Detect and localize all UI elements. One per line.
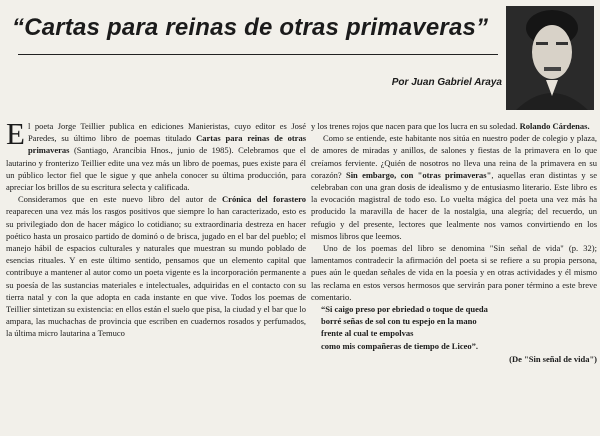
paragraph bbox=[311, 132, 597, 242]
poem-line: frente al cual te empolvas bbox=[321, 328, 414, 339]
paragraph-text: , aquellas eran distintas y se celebraban con una gran dosis de idealismo y de entusiasmo literario. Este libro es la evocación magistral de todo eso. Lo vuelta mágica del poeta una vez más ha producido la maravilla de hacer de la nostalgia, una alegría; del recuerdo, un refugio y del presente, lectores que lealmente nos vamos convirtiendo en los mismos libros que leemos. bbox=[311, 169, 597, 241]
paragraph-text: reaparecen una vez más los rasgos positivos que siempre lo han caracterizado, esto es su privilegiado don de hacer mágico lo cotidiano; su extraordinaria destreza en hacer poético hasta un prosaico partido de dominó o de brisca, jugado en el bar del pueblo; el manejo hábil de espacios culturales y naturales que muestran su mundo poblado de esencias rituales. Y en este último sentido, pensamos que un elemento capital que contribuye a mantener al autor como un poeta vigente es la incorporación permanente a su poesía de las sustancias materiales e intelectuales, adquiridas en el contacto con su tierra natal y con la que adopta en cada instante en que vive. Todos los poemas de Teillier sintetizan su existencia: en ellos están el suelo que pisa, la ciudad y el bar que lo ampara, las muchachas de provincia que escriben en cuadernos rosados y perfumados, la última micro lautarina a Temuco bbox=[6, 206, 306, 339]
paragraph-text: y los trenes rojos que nacen para que los lucra en su soledad. bbox=[311, 121, 520, 131]
paragraph-text: Sin embargo, con "otras primaveras" bbox=[345, 169, 492, 180]
person-name: Rolando Cárdenas. bbox=[519, 121, 590, 131]
article-column-left bbox=[6, 120, 306, 432]
poem-line: como mis compañeras de tiempo de Liceo”. bbox=[321, 340, 478, 351]
paragraph bbox=[311, 120, 597, 132]
poem-line: “Si caigo preso por ebriedad o toque de queda bbox=[321, 304, 488, 315]
book-title: Crónica del forastero bbox=[222, 194, 306, 205]
paragraph bbox=[6, 193, 306, 339]
paragraph-text: Consideramos que en este nuevo libro del autor de bbox=[18, 194, 223, 205]
author-portrait bbox=[506, 6, 594, 110]
paragraph-text: l poeta Jorge Teillier publica en ediciones Manieristas, cuyo editor es José Paredes, su último libro de poemas titulado bbox=[27, 121, 306, 144]
drop-cap: E bbox=[6, 120, 25, 151]
portrait-image bbox=[506, 6, 594, 110]
headline-rule bbox=[18, 54, 498, 55]
book-title: Cartas para reinas de otras primaveras bbox=[27, 133, 306, 156]
paragraph-text: (Santiago, Arancibia Hnos., junio de 1985). Celebramos que el lautarino y fronterizo Teillier edite una vez más un libro de poemas, pues existe para él un público lector fiel que le sigue y que anhela conocer su última producción, para apreciar los brillos de su escritura selecta y calificada. bbox=[6, 145, 306, 193]
article-column-right bbox=[311, 120, 597, 432]
article-byline: Por Juan Gabriel Araya bbox=[391, 77, 502, 88]
paragraph: Uno de los poemas del libro se denomina "Sin señal de vida" (p. 32); lamentamos contradecir la afirmación del poeta si se refiere a su propia persona, pues aún le quedan señales de vida en la poesía y en otras actividades y él mismo las reclama en estos versos hermosos que servirán para poner término a este breve comentario. bbox=[311, 243, 597, 302]
poem-source: (De "Sin señal de vida") bbox=[509, 353, 597, 364]
paragraph bbox=[6, 120, 306, 193]
paragraph-text: Como se entiende, este habitante nos sitúa en nuestro poder de colegio y plaza, de amores de miradas y anillos, de salones y fiestas de la primavera en lo que creíamos ferviente. ¿Quién de nosotros no lleva una reina de la primavera en su corazón? bbox=[311, 133, 597, 180]
article-headline: “Cartas para reinas de otras primaveras” bbox=[12, 14, 489, 41]
poem-line: borré señas de sol con tu espejo en la mano bbox=[321, 316, 477, 327]
